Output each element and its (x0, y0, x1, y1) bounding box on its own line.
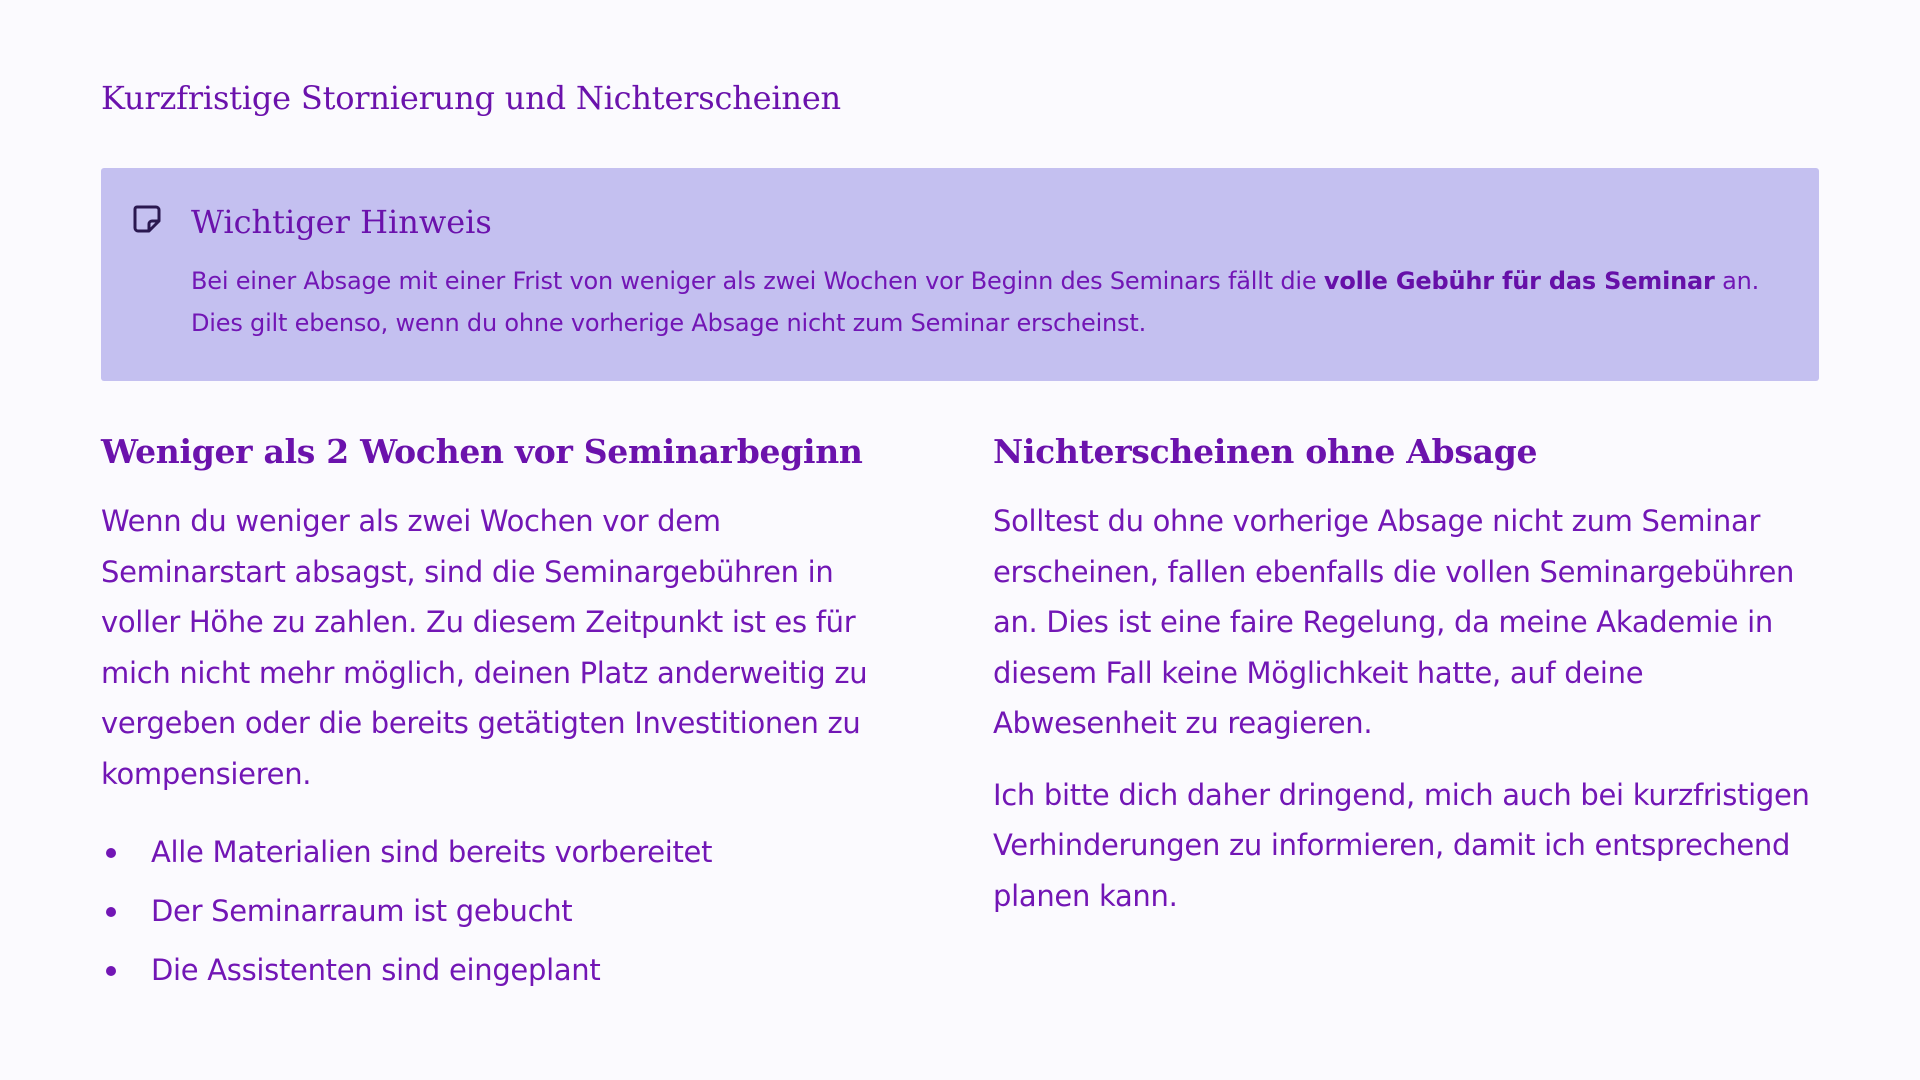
list-item (101, 882, 891, 941)
section-paragraph-right-2: Ich bitte dich daher dringend, mich auch bei kurzfristigen Verhinderungen zu informieren, damit ich entsprechend planen kann. (993, 777, 1810, 913)
notice-text-emphasis: volle Gebühr für das Seminar (1323, 267, 1715, 295)
page-title: Kurzfristige Stornierung und Nichterscheinen (101, 79, 841, 117)
notice-text-start: Bei einer Absage mit einer Frist von weniger als zwei Wochen vor Beginn des Seminars fällt die (191, 267, 1324, 295)
list-item (101, 941, 891, 1000)
list-item (101, 823, 891, 882)
sticky-note-icon (132, 204, 162, 234)
notice-text (191, 260, 1779, 344)
list-item-text: Die Assistenten sind eingeplant (151, 953, 601, 987)
section-no-show (993, 428, 1819, 921)
bullet-icon (106, 966, 116, 976)
list-item-text: Alle Materialien sind bereits vorbereitet (151, 835, 713, 869)
bullet-icon (106, 907, 116, 917)
section-heading-right: Nichterscheinen ohne Absage (993, 432, 1538, 471)
section-heading-left: Weniger als 2 Wochen vor Seminarbeginn (101, 432, 863, 471)
section-less-than-two-weeks (101, 428, 891, 1000)
important-notice-box (101, 168, 1819, 381)
section-paragraph-right-1: Solltest du ohne vorherige Absage nicht zum Seminar erscheinen, fallen ebenfalls die vollen Seminargebühren an. Dies ist eine faire Regelung, da meine Akademie in diesem Fall keine Möglichkeit hatte, auf deine Abwesenheit zu reagieren. (993, 504, 1795, 740)
list-item-text: Der Seminarraum ist gebucht (151, 894, 573, 928)
notice-title: Wichtiger Hinweis (191, 203, 492, 241)
notice-text-end: an. Dies gilt ebenso, wenn du ohne vorherige Absage nicht zum Seminar erscheinst. (191, 267, 1760, 337)
bullet-list (101, 823, 891, 1000)
bullet-icon (106, 848, 116, 858)
section-paragraph-left: Wenn du weniger als zwei Wochen vor dem Seminarstart absagst, sind die Seminargebühren in voller Höhe zu zahlen. Zu diesem Zeitpunkt ist es für mich nicht mehr möglich, deinen Platz anderweitig zu vergeben oder die bereits getätigten Investitionen zu kompensieren. (101, 504, 868, 791)
